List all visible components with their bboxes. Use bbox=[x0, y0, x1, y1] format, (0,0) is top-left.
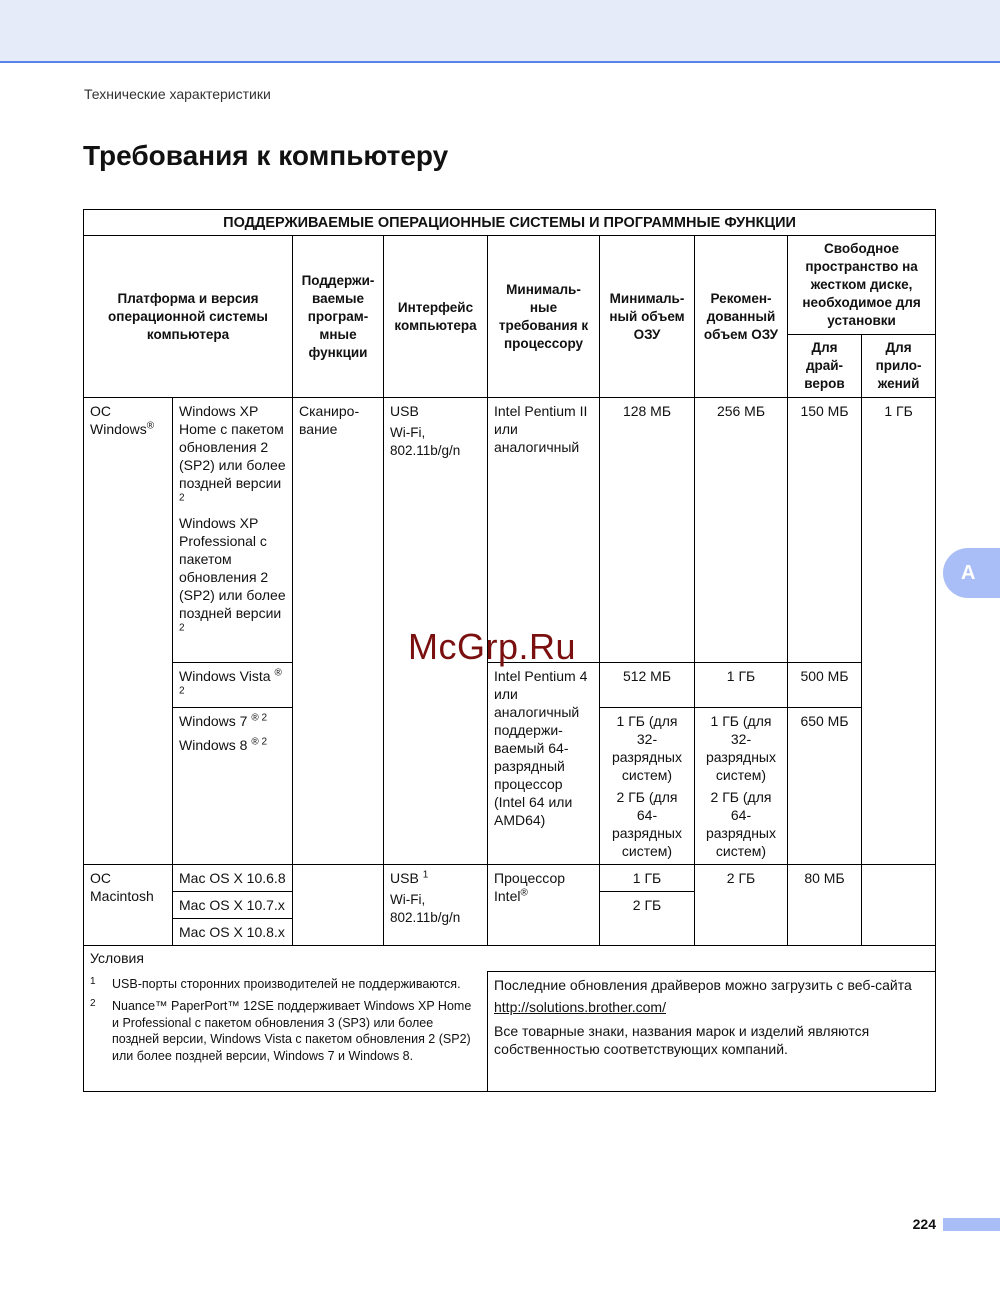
windows-interface-usb: USB bbox=[390, 403, 419, 419]
header-rec-ram: Рекомен-дованный объем ОЗУ bbox=[695, 236, 788, 398]
cpu-xp: Intel Pentium II или аналогичный bbox=[488, 398, 600, 663]
header-interface: Интерфейс компьютера bbox=[384, 236, 488, 398]
updates-cell bbox=[488, 972, 936, 1092]
header-disk-apps: Для прило-жений bbox=[862, 335, 936, 398]
mac-cpu-cell: Процессор Intel® bbox=[488, 865, 600, 946]
os-windows-cell bbox=[84, 398, 173, 865]
apps-space: 1 ГБ bbox=[862, 398, 936, 865]
conditions-label: Условия bbox=[84, 946, 936, 972]
table-banner: ПОДДЕРЖИВАЕМЫЕ ОПЕРАЦИОННЫЕ СИСТЕМЫ И ПРОГРАММНЫЕ ФУНКЦИИ bbox=[84, 210, 936, 236]
windows-8: Windows 8 bbox=[179, 737, 248, 753]
windows-78-cell: Windows 7 $^{® 2}$ Windows 8 $^{® 2}$ bbox=[173, 708, 293, 865]
header-min-ram: Минималь-ный объем ОЗУ bbox=[600, 236, 695, 398]
windows-xp-home: Windows XP Home с пакетом обновления 2 (SP2) или более поздней версии bbox=[179, 403, 286, 491]
w78-rec-ram-64: 2 ГБ (для 64-разрядных систем) bbox=[705, 789, 776, 859]
w78-min-ram-64: 2 ГБ (для 64-разрядных систем) bbox=[611, 789, 682, 859]
mac-function-empty bbox=[293, 865, 384, 946]
header-disk-drivers: Для драй-веров bbox=[788, 335, 862, 398]
w78-rec-ram-cell bbox=[695, 708, 788, 865]
footnote-2: Nuance™ PaperPort™ 12SE поддерживает Windows XP Home и Professional с пакетом обновления 3 (SP3) или более поздней версии, Windows Vista с пакетом обновления 2 (SP2) или более поздней версии, Windows 7 и Windows 8. bbox=[112, 999, 472, 1063]
footnote-1: USB-порты сторонних производителей не поддерживаются. bbox=[112, 976, 461, 991]
w78-rec-ram-32: 1 ГБ (для 32-разрядных систем) bbox=[705, 713, 776, 783]
windows-vista-cell: Windows Vista $^{® 2}$ bbox=[173, 663, 293, 708]
w78-min-ram-cell bbox=[600, 708, 695, 865]
windows-7: Windows 7 bbox=[179, 713, 248, 729]
cpu-new: Intel Pentium 4 или аналогичный поддержи-ваемый 64-разрядный процессор (Intel 64 или AMD64) bbox=[488, 663, 600, 865]
registered-mark: ® bbox=[146, 420, 155, 432]
windows-vista: Windows Vista bbox=[179, 668, 271, 684]
vista-min-ram: 512 МБ bbox=[600, 663, 695, 708]
mac-cpu: Процессор Intel bbox=[494, 870, 566, 904]
xp-drivers-space: 150 МБ bbox=[788, 398, 862, 663]
mac-min-ram-1068: 1 ГБ bbox=[600, 865, 695, 892]
mac-min-ram-new: 2 ГБ bbox=[600, 892, 695, 946]
w78-drivers-space: 650 МБ bbox=[788, 708, 862, 865]
mac-10-7: Mac OS X 10.7.x bbox=[173, 892, 293, 919]
mac-rec-ram: 2 ГБ bbox=[695, 865, 788, 946]
windows-interface-wifi: Wi-Fi, 802.11b/g/n bbox=[390, 425, 461, 458]
mac-drivers-space: 80 МБ bbox=[788, 865, 862, 946]
xp-min-ram: 128 МБ bbox=[600, 398, 695, 663]
xp-rec-ram: 256 МБ bbox=[695, 398, 788, 663]
watermark: McGrp.Ru bbox=[408, 626, 577, 667]
mac-10-8: Mac OS X 10.8.x bbox=[173, 919, 293, 946]
solutions-link[interactable]: http://solutions.brother.com/ bbox=[494, 999, 666, 1015]
header-functions: Поддержи-ваемые програм-мные функции bbox=[293, 236, 384, 398]
windows-xp-pro: Windows XP Professional с пакетом обновления 2 (SP2) или более поздней версии bbox=[179, 515, 286, 621]
windows-xp-cell: Windows XP Home с пакетом обновления 2 (SP2) или более поздней версии $^2$ Windows XP Professional с пакетом обновления 2 (SP2) или более поздней версии $^2$ bbox=[173, 398, 293, 663]
breadcrumb: Технические характеристики bbox=[84, 86, 271, 102]
page-number-bar bbox=[943, 1218, 1000, 1231]
page-title: Требования к компьютеру bbox=[83, 140, 449, 171]
trademarks-text: Все товарные знаки, названия марок и изделий являются собственностью соответствующих компаний. bbox=[494, 1023, 870, 1057]
header-disk: Свободное пространство на жестком диске, необходимое для установки bbox=[788, 236, 936, 335]
page-number: 224 bbox=[912, 1216, 936, 1232]
vista-drivers-space: 500 МБ bbox=[788, 663, 862, 708]
mac-apps-empty bbox=[862, 865, 936, 946]
windows-function: Сканиро-вание bbox=[293, 398, 384, 865]
w78-min-ram-32: 1 ГБ (для 32-разрядных систем) bbox=[611, 713, 682, 783]
side-section-tab[interactable]: A bbox=[943, 548, 1000, 598]
os-windows: ОС Windows bbox=[90, 403, 147, 437]
header-cpu: Минималь-ные требования к процессору bbox=[488, 236, 600, 398]
os-mac: ОС Macintosh bbox=[84, 865, 173, 946]
mac-interface-usb: USB bbox=[390, 870, 419, 886]
updates-text: Последние обновления драйверов можно загрузить с веб-сайта bbox=[494, 977, 912, 993]
header-platform: Платформа и версия операционной системы компьютера bbox=[84, 236, 293, 398]
footnotes-cell: 1 USB-порты сторонних производителей не поддерживаются. 2 Nuance™ PaperPort™ 12SE поддерживает Windows XP Home и Professional с пакетом обновления 3 (SP3) или более поздней версии, Windows Vista с пакетом обновления 2 (SP2) или более поздней версии, Windows 7 и Windows 8. bbox=[84, 972, 488, 1092]
mac-interface-wifi: Wi-Fi, 802.11b/g/n bbox=[390, 892, 461, 925]
top-header-band bbox=[0, 0, 1000, 63]
vista-rec-ram: 1 ГБ bbox=[695, 663, 788, 708]
mac-interface-cell: USB $^1$ Wi-Fi, 802.11b/g/n bbox=[384, 865, 488, 946]
mac-10-6-8: Mac OS X 10.6.8 bbox=[173, 865, 293, 892]
